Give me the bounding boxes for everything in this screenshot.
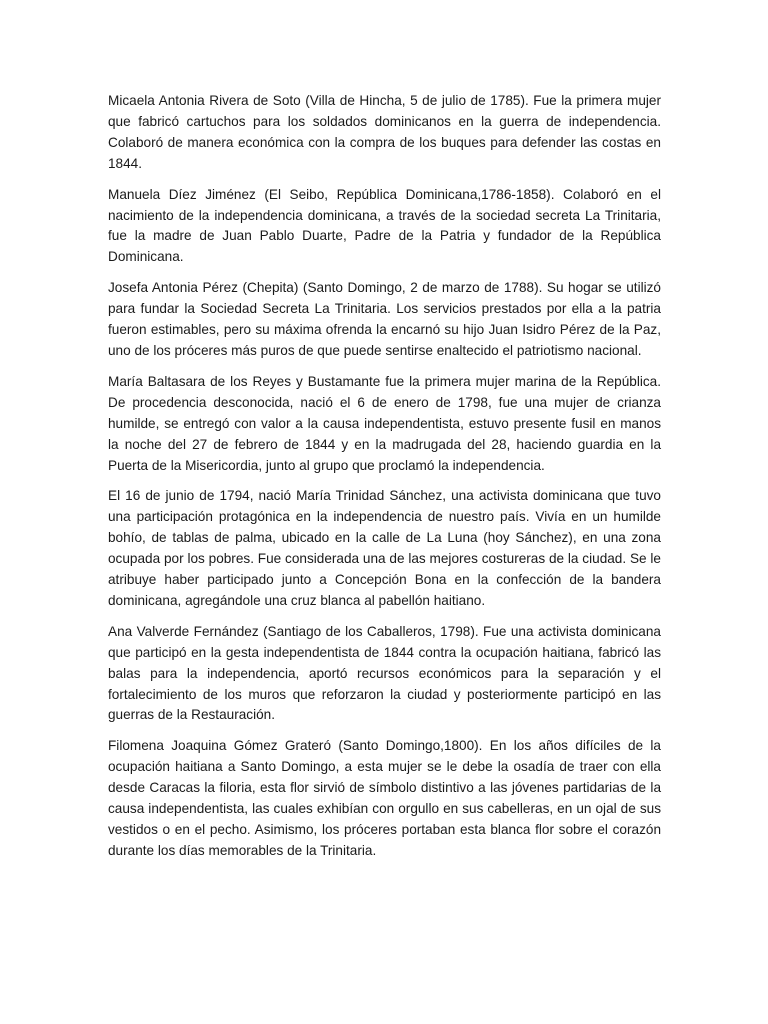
paragraph-maria-trinidad-sanchez: El 16 de junio de 1794, nació María Trinidad Sánchez, una activista dominicana que tuvo una participación protagónica en la independencia de nuestro país. Vivía en un humilde bohío, de tablas de palma, ubicado en la calle de La Luna (hoy Sánchez), en una zona ocupada por los pobres. Fue considerada una de las mejores costureras de la ciudad. Se le atribuye haber participado junto a Concepción Bona en la confección de la bandera dominicana, agregándole una cruz blanca al pabellón haitiano. (108, 488, 661, 608)
paragraph-maria-baltasara: María Baltasara de los Reyes y Bustamante fue la primera mujer marina de la República. De procedencia desconocida, nació el 6 de enero de 1798, fue una mujer de crianza humilde, se entregó con valor a la causa independentista, estuvo presente fusil en manos la noche del 27 de febrero de 1844 y en la madrugada del 28, haciendo guardia en la Puerta de la Misericordia, junto al grupo que proclamó la independencia. (108, 373, 661, 473)
paragraph-filomena-gomez: Filomena Joaquina Gómez Grateró (Santo Domingo,1800). En los años difíciles de la ocupación haitiana a Santo Domingo, a esta mujer se le debe la osadía de traer con ella desde Caracas la filoria, esta flor sirvió de símbolo distintivo a las jóvenes partidarias de la causa independentista, las cuales exhibían con orgullo en sus cabelleras, en un ojal de sus vestidos o en el pecho. Asimismo, los próceres portaban esta blanca flor sobre el corazón durante los días memorables de la Trinitaria. (108, 738, 661, 858)
paragraph-micaela-rivera: Micaela Antonia Rivera de Soto (Villa de Hincha, 5 de julio de 1785). Fue la primera mujer que fabricó cartuchos para los soldados dominicanos en la guerra de independencia. Colaboró de manera económica con la compra de los buques para defender las costas en 1844. (108, 93, 661, 171)
paragraph-manuela-diez: Manuela Díez Jiménez (El Seibo, República Dominicana,1786-1858). Colaboró en el nacimiento de la independencia dominicana, a través de la sociedad secreta La Trinitaria, fue la madre de Juan Pablo Duarte, Padre de la Patria y fundador de la República Dominicana. (108, 186, 661, 265)
paragraph-ana-valverde: Ana Valverde Fernández (Santiago de los Caballeros, 1798). Fue una activista dominicana que participó en la gesta independentista de 1844 contra la ocupación haitiana, fabricó las balas para la independencia, aportó recursos económicos para la separación y el fortalecimiento de los muros que reforzaron la ciudad y posteriormente participó en las guerras de la Restauración. (108, 623, 661, 723)
document-body (108, 91, 661, 872)
paragraph-josefa-perez: Josefa Antonia Pérez (Chepita) (Santo Domingo, 2 de marzo de 1788). Su hogar se utilizó para fundar la Sociedad Secreta La Trinitaria. Los servicios prestados por ella a la patria fueron estimables, pero su máxima ofrenda la encarnó su hijo Juan Isidro Pérez de la Paz, uno de los próceres más puros de que puede sentirse enaltecido el patriotismo nacional. (108, 280, 661, 358)
